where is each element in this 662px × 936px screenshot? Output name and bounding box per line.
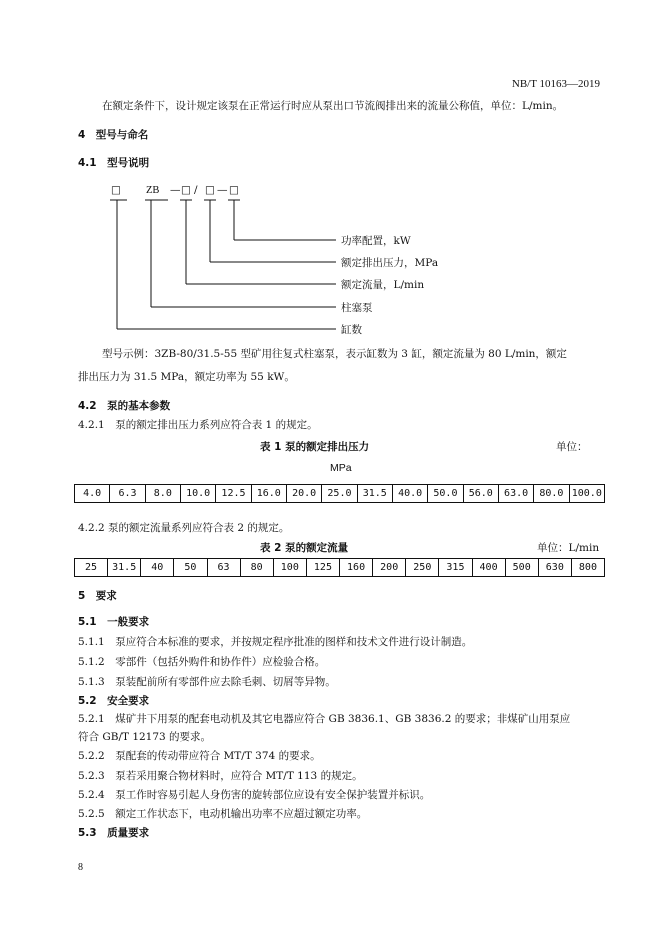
clause-4-2-1: 4.2.1 泵的额定排出压力系列应符合表 1 的规定。: [78, 419, 318, 431]
table-cell: 63: [207, 559, 240, 577]
table-cell: 25: [75, 559, 108, 577]
table-1-unit-label: 单位：: [556, 441, 588, 453]
clause-5-2-1-line-1: 5.2.1 煤矿井下用泵的配套电动机及其它电器应符合 GB 3836.1、GB 3836.2 的要求；非煤矿山用泵应: [78, 713, 571, 725]
table-cell: 40.0: [392, 485, 427, 503]
model-example-line-2: 排出压力为 31.5 MPa，额定功率为 55 kW。: [78, 371, 295, 383]
intro-paragraph: 在额定条件下，设计规定该泵在正常运行时应从泵出口节流阀排出来的流量公称值，单位：L/min。: [102, 100, 564, 112]
label-plunger-pump: 柱塞泵: [341, 302, 373, 314]
power-box: □: [229, 184, 239, 196]
section-5-3-heading: 5.3 质量要求: [78, 827, 150, 839]
clause-5-2-3: 5.2.3 泵若采用聚合物材料时，应符合 MT/T 113 的规定。: [78, 770, 363, 782]
table-cell: 100.0: [569, 485, 604, 503]
table-cell: 40: [141, 559, 174, 577]
table-cell: 315: [439, 559, 472, 577]
code-dash-2: —: [217, 184, 228, 196]
table-cell: 12.5: [216, 485, 251, 503]
table-cell: 63.0: [498, 485, 533, 503]
table-cell: 125: [306, 559, 339, 577]
table-cell: 6.3: [110, 485, 145, 503]
table-cell: 31.5: [357, 485, 392, 503]
table-cell: 10.0: [180, 485, 215, 503]
pressure-box: □: [205, 184, 215, 196]
clause-5-1-3: 5.1.3 泵装配前所有零部件应去除毛刺、切屑等异物。: [78, 676, 336, 688]
table-cell: 31.5: [108, 559, 141, 577]
table-cell: 630: [538, 559, 571, 577]
label-cylinders: 缸数: [341, 324, 362, 336]
section-5-heading: 5 要求: [78, 590, 117, 602]
clause-5-1-1: 5.1.1 泵应符合本标准的要求，并按规定程序批准的图样和技术文件进行设计制造。: [78, 636, 473, 648]
table-cell: 80: [240, 559, 273, 577]
code-dash-1: —: [170, 184, 181, 196]
table-cell: 20.0: [286, 485, 321, 503]
code-slash: /: [194, 184, 198, 196]
table-1-unit-value: MPa: [330, 462, 352, 474]
section-4-heading: 4 型号与命名: [78, 129, 149, 141]
page-number: 8: [78, 862, 83, 873]
table-cell: 50: [174, 559, 207, 577]
table-cell: 100: [273, 559, 306, 577]
clause-5-2-5: 5.2.5 额定工作状态下，电动机输出功率不应超过额定功率。: [78, 808, 368, 820]
table-cell: 800: [571, 559, 604, 577]
doc-number: NB/T 10163—2019: [511, 78, 600, 90]
table-row: [75, 559, 605, 577]
table-1-caption: 表 1 泵的额定排出压力: [260, 441, 370, 453]
table-cell: 4.0: [75, 485, 110, 503]
table-cell: 500: [505, 559, 538, 577]
table-cell: 250: [406, 559, 439, 577]
flow-rate-box: □: [181, 184, 191, 196]
table-cell: 16.0: [251, 485, 286, 503]
table-row: [75, 485, 605, 503]
table-cell: 50.0: [428, 485, 463, 503]
section-4-1-heading: 4.1 型号说明: [78, 157, 150, 169]
table-cell: 200: [373, 559, 406, 577]
table-cell: 160: [340, 559, 373, 577]
clause-4-2-2: 4.2.2 泵的额定流量系列应符合表 2 的规定。: [78, 522, 290, 534]
label-power: 功率配置，kW: [341, 235, 411, 247]
table-cell: 80.0: [534, 485, 569, 503]
table-2-caption: 表 2 泵的额定流量: [260, 542, 349, 554]
zb-code: ZB: [146, 185, 160, 196]
clause-5-1-2: 5.1.2 零部件（包括外购件和协作件）应检验合格。: [78, 656, 326, 668]
label-pressure: 额定排出压力，MPa: [341, 257, 439, 269]
table-cell: 8.0: [145, 485, 180, 503]
rated-flow-table: [74, 558, 605, 577]
table-cell: 25.0: [322, 485, 357, 503]
cylinder-count-box: □: [111, 184, 121, 196]
rated-pressure-table: [74, 484, 605, 503]
model-example-line-1: 型号示例：3ZB-80/31.5-55 型矿用往复式柱塞泵，表示缸数为 3 缸，额定流量为 80 L/min，额定: [102, 348, 567, 360]
clause-5-2-1-line-2: 符合 GB/T 12173 的要求。: [78, 731, 212, 743]
label-flow: 额定流量，L/min: [341, 279, 425, 291]
section-5-2-heading: 5.2 安全要求: [78, 695, 150, 707]
table-cell: 56.0: [463, 485, 498, 503]
section-4-2-heading: 4.2 泵的基本参数: [78, 400, 171, 412]
section-5-1-heading: 5.1 一般要求: [78, 616, 150, 628]
table-cell: 400: [472, 559, 505, 577]
table-2-unit: 单位：L/min: [537, 542, 600, 554]
clause-5-2-2: 5.2.2 泵配套的传动带应符合 MT/T 374 的要求。: [78, 750, 321, 762]
clause-5-2-4: 5.2.4 泵工作时容易引起人身伤害的旋转部位应设有安全保护装置并标识。: [78, 789, 431, 801]
model-code-leader-lines: [0, 0, 662, 400]
